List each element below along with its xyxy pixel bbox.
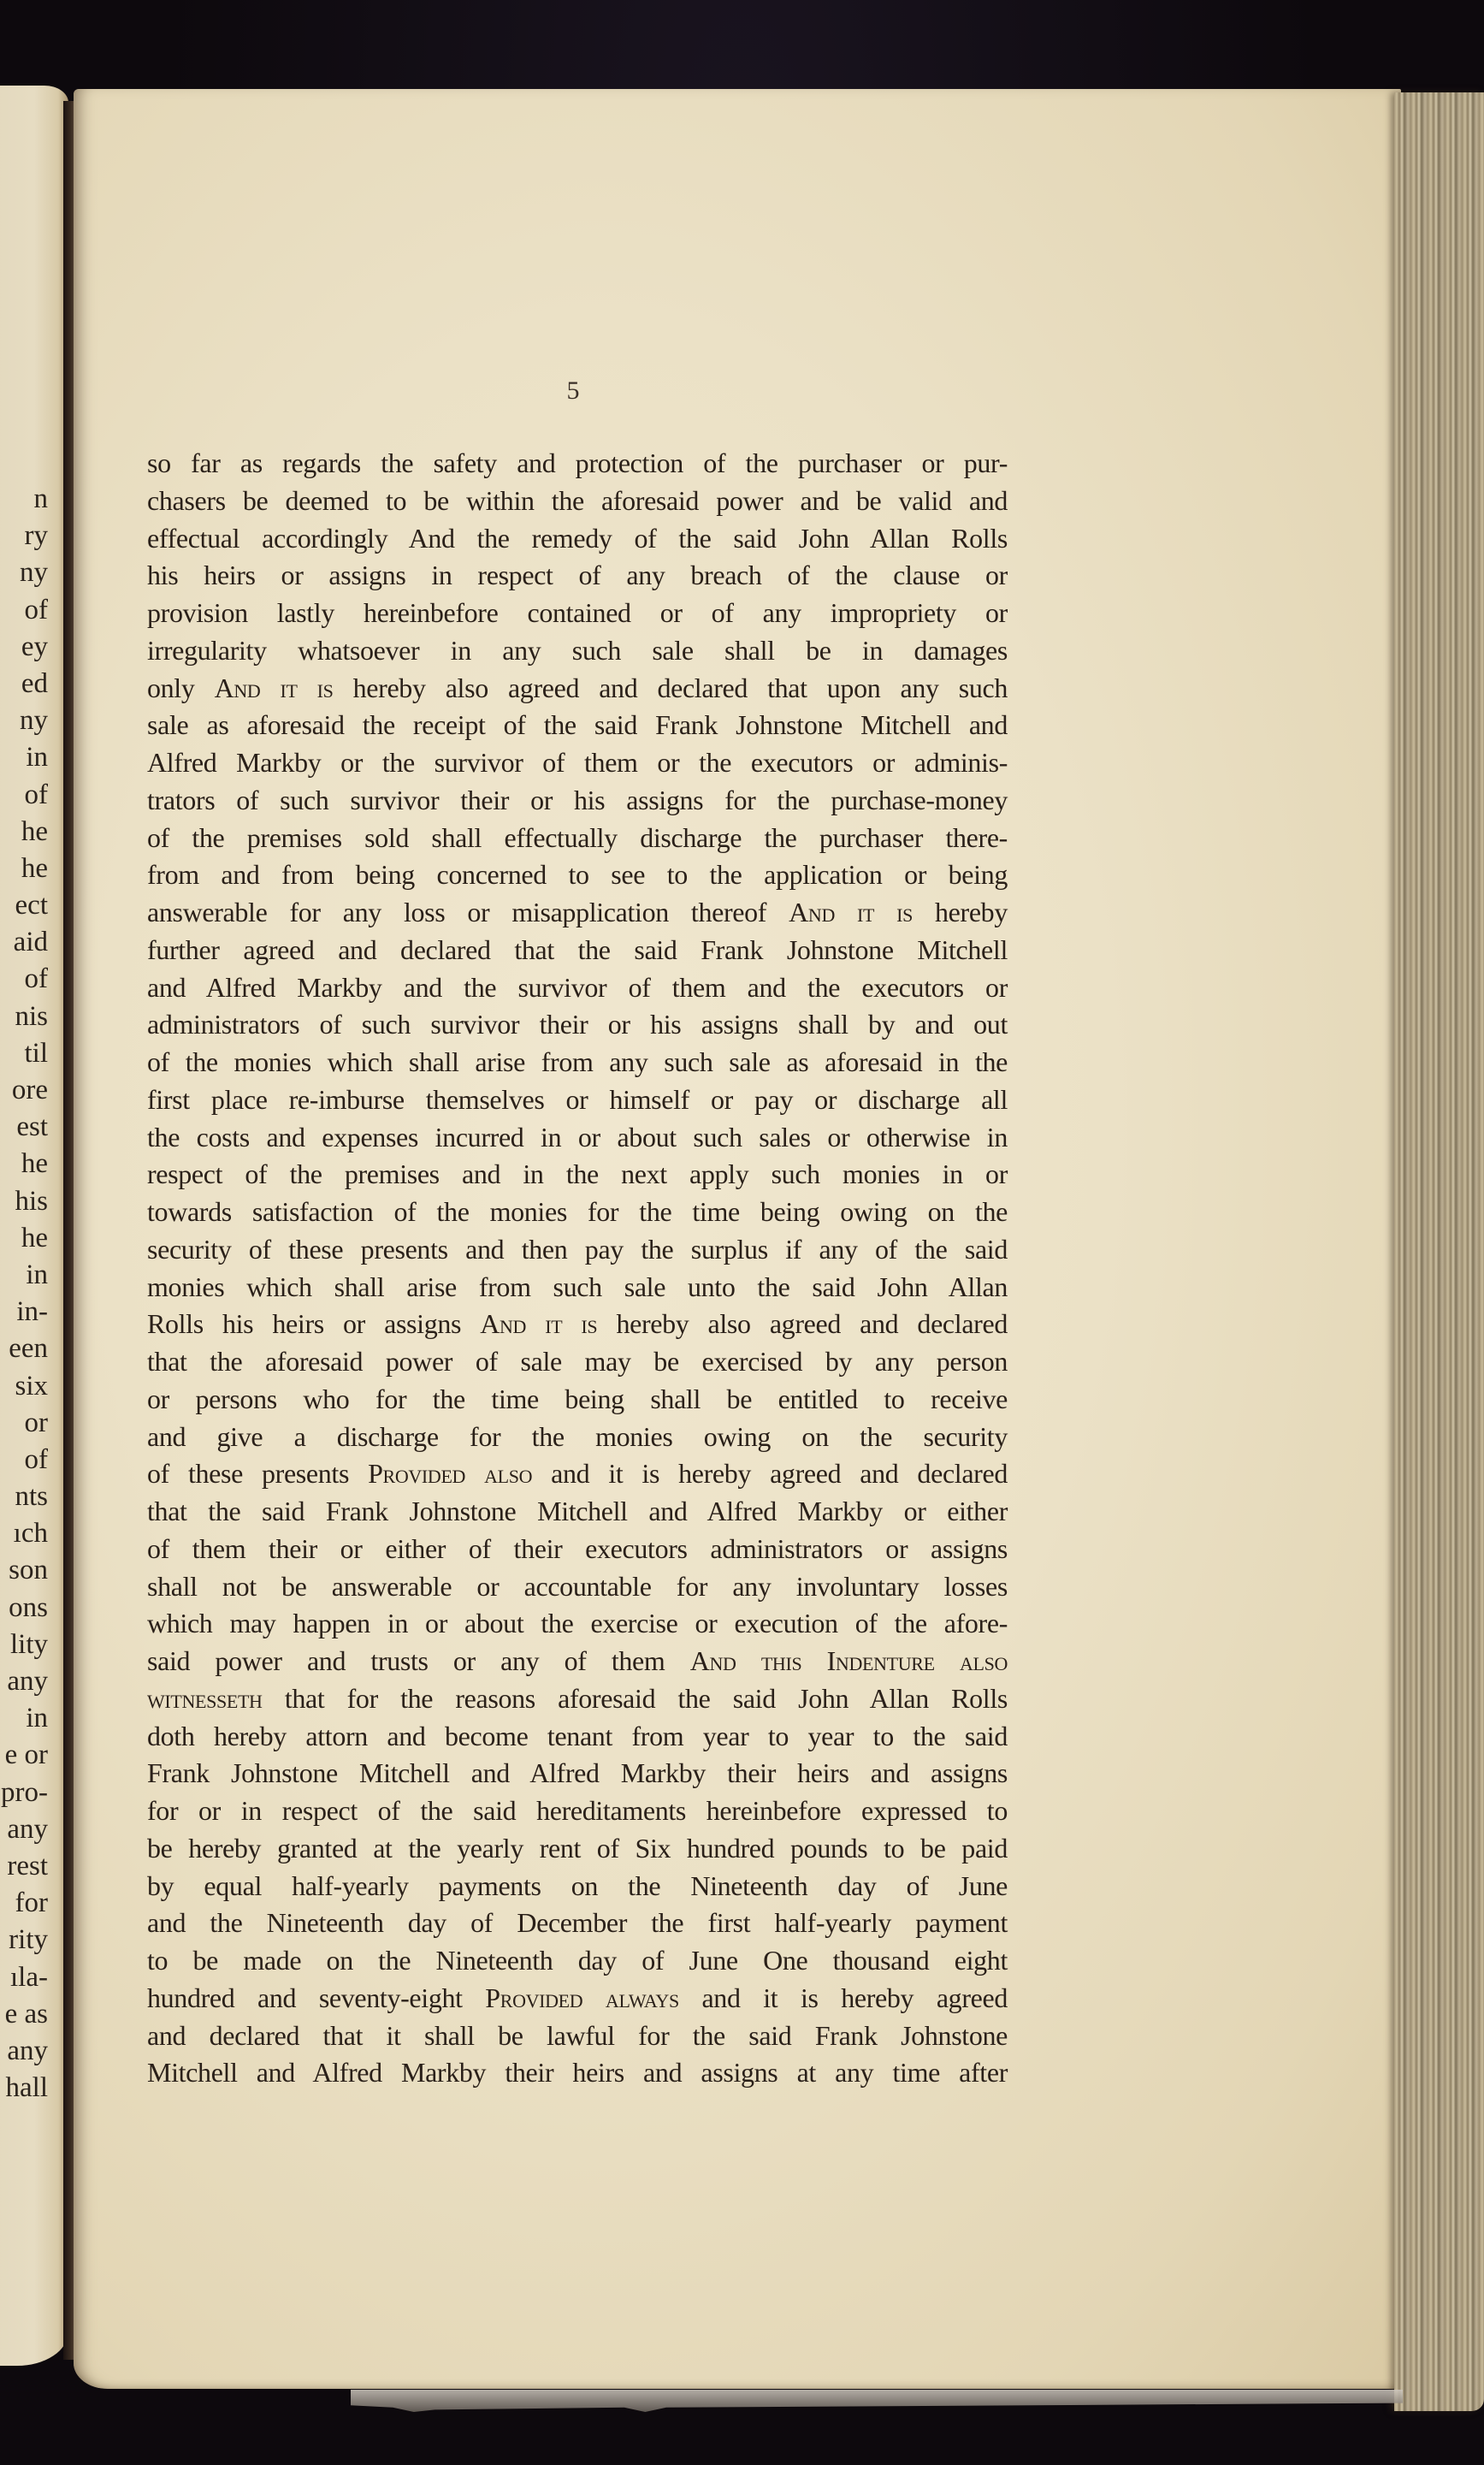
text-line (147, 1605, 1008, 1643)
text-line (147, 557, 1008, 595)
previous-page-text-fragments (1, 481, 48, 2107)
previous-page-line-fragment: est (16, 1111, 48, 1143)
previous-page-line-fragment: any (7, 1813, 48, 1845)
page-body-text (147, 445, 1008, 2092)
previous-page-line-fragment: any (7, 1666, 48, 1697)
previous-page-line-fragment: ıch (13, 1518, 48, 1550)
text-segment: Alfred Markby or the survivor of them or the executors or adminis- (147, 747, 1008, 778)
text-line (147, 1680, 1008, 1718)
text-line (147, 520, 1008, 558)
text-line (147, 782, 1008, 820)
text-line (147, 1194, 1008, 1231)
text-segment: of the monies which shall arise from any such sale as aforesaid in the (147, 1046, 1008, 1077)
previous-page-line-fragment: ry (24, 520, 48, 552)
text-segment: and declared that it shall be lawful for the said Frank Johnstone (147, 2019, 1008, 2051)
text-line (147, 1119, 1008, 1157)
previous-page-line-fragment: of (24, 594, 48, 625)
previous-page-line-fragment: ny (20, 705, 48, 737)
text-segment: respect of the premises and in the next apply such monies in or (147, 1158, 1008, 1190)
text-line (147, 820, 1008, 857)
previous-page-line-fragment: of (24, 1443, 48, 1475)
text-line (147, 1718, 1008, 1756)
small-caps-phrase: And it is (214, 672, 334, 703)
text-segment: of these presents (147, 1458, 369, 1490)
small-caps-phrase: And it is (480, 1308, 598, 1340)
text-line (147, 1455, 1008, 1493)
text-segment: doth hereby attorn and become tenant from year to year to the said (147, 1720, 1008, 1751)
previous-page-line-fragment: e as (4, 1998, 48, 2029)
text-segment: hereby also agreed and declared (597, 1308, 1008, 1340)
text-line (147, 1792, 1008, 1830)
text-line (147, 2018, 1008, 2055)
text-line (147, 1830, 1008, 1868)
text-segment: that for the reasons aforesaid the said John Allan Rolls (262, 1682, 1008, 1714)
previous-page-line-fragment: ons (9, 1591, 48, 1623)
text-segment: further agreed and declared that the said Frank Johnstone Mitchell (147, 933, 1008, 965)
text-line (147, 2054, 1008, 2092)
previous-page-line-fragment: n (33, 483, 48, 514)
text-line (147, 1643, 1008, 1680)
text-segment: which may happen in or about the exercise or execution of the afore- (147, 1608, 1008, 1639)
previous-page-line-fragment: he (21, 852, 48, 884)
text-segment: administrators of such survivor their or his assigns shall by and out (147, 1009, 1008, 1040)
previous-page-strip (0, 86, 68, 2366)
text-segment: only (147, 672, 215, 703)
previous-page-line-fragment: nis (15, 1000, 48, 1032)
text-segment: and the Nineteenth day of December the first half-yearly payment (147, 1907, 1008, 1939)
previous-page-line-fragment: son (9, 1555, 48, 1586)
text-line (147, 744, 1008, 782)
small-caps-phrase: Provided always (485, 1982, 679, 2013)
text-segment: and it is hereby agreed and declared (532, 1458, 1008, 1490)
text-segment: that the said Frank Johnstone Mitchell and Alfred Markby or either (147, 1496, 1008, 1526)
previous-page-line-fragment: ore (11, 1075, 48, 1105)
text-line (147, 1343, 1008, 1381)
text-segment: of them their or either of their executors administrators or assigns (147, 1532, 1008, 1564)
previous-page-line-fragment: rity (9, 1924, 48, 1956)
text-segment: hereby also agreed and declared that upon any such (333, 672, 1008, 703)
text-line (147, 1156, 1008, 1194)
text-line (147, 1568, 1008, 1606)
text-segment: monies which shall arise from such sale unto the said John Allan (147, 1271, 1008, 1302)
text-segment: that the aforesaid power of sale may be exercised by any person (147, 1346, 1008, 1377)
text-line (147, 1231, 1008, 1269)
previous-page-line-fragment: in (26, 1259, 48, 1290)
text-line (147, 1081, 1008, 1119)
text-segment: Frank Johnstone Mitchell and Alfred Markby their heirs and assigns (147, 1757, 1008, 1789)
text-segment: towards satisfaction of the monies for the time being owing on the (147, 1196, 1008, 1227)
text-segment: hundred and seventy-eight (147, 1982, 486, 2013)
previous-page-line-fragment: ny (20, 557, 48, 589)
previous-page-line-fragment: his (15, 1185, 48, 1217)
text-line (147, 894, 1008, 932)
text-line (147, 1044, 1008, 1081)
page-fore-edge-stack (1394, 92, 1484, 2411)
previous-page-line-fragment: ıla- (10, 1961, 48, 1993)
previous-page-line-fragment: he (21, 1148, 48, 1180)
text-segment: from and from being concerned to see to the application or being (147, 859, 1008, 891)
previous-page-line-fragment: six (15, 1370, 48, 1401)
text-segment: so far as regards the safety and protection of the purchaser or pur- (147, 447, 1008, 478)
text-segment: and Alfred Markby and the survivor of them and the executors or (147, 971, 1008, 1003)
text-segment: by equal half-yearly payments on the Nineteenth day of June (147, 1869, 1008, 1901)
text-line (147, 670, 1008, 708)
text-segment: effectual accordingly And the remedy of the said John Allan Rolls (147, 522, 1008, 554)
text-segment: Mitchell and Alfred Markby their heirs and assigns at any time after (147, 2057, 1008, 2089)
text-segment: chasers be deemed to be within the aforesaid power and be valid and (147, 484, 1008, 516)
text-line (147, 1868, 1008, 1905)
text-segment: first place re-imburse themselves or himself or pay or discharge all (147, 1083, 1008, 1115)
text-segment: and give a discharge for the monies owing on the security (147, 1420, 1008, 1452)
text-segment: for or in respect of the said hereditaments hereinbefore expressed to (147, 1795, 1008, 1826)
previous-page-line-fragment: aid (13, 927, 48, 958)
previous-page-line-fragment: ey (21, 631, 48, 662)
previous-page-line-fragment: lity (9, 1628, 48, 1660)
text-segment: irregularity whatsoever in any such sale shall be in damages (147, 634, 1008, 666)
previous-page-line-fragment: til (24, 1037, 48, 1069)
text-segment: of the premises sold shall effectually discharge the purchaser there- (147, 821, 1008, 853)
text-line (147, 932, 1008, 969)
small-caps-phrase: And it is (789, 897, 913, 927)
text-segment: hereby (912, 897, 1008, 927)
previous-page-line-fragment: rest (7, 1850, 48, 1881)
previous-page-line-fragment: hall (5, 2072, 48, 2104)
previous-page-line-fragment: nts (15, 1481, 48, 1513)
page-number: 5 (566, 376, 580, 405)
previous-page-line-fragment: he (21, 1222, 48, 1253)
text-line (147, 1980, 1008, 2018)
text-line (147, 707, 1008, 744)
previous-page-line-fragment: for (15, 1887, 48, 1919)
text-line (147, 1942, 1008, 1980)
previous-page-line-fragment: in- (16, 1296, 48, 1328)
previous-page-line-fragment: ect (15, 890, 48, 921)
text-line (147, 1531, 1008, 1568)
previous-page-line-fragment: any (7, 2035, 48, 2066)
text-line (147, 632, 1008, 670)
text-segment: answerable for any loss or misapplication thereof (147, 897, 789, 927)
text-line (147, 1306, 1008, 1343)
text-segment: to be made on the Nineteenth day of June One thousand eight (147, 1945, 1008, 1976)
previous-page-line-fragment: he (21, 815, 48, 847)
previous-page-line-fragment: in (26, 742, 48, 773)
small-caps-phrase: witnesseth (147, 1682, 263, 1714)
previous-page-line-fragment: een (9, 1333, 48, 1365)
text-segment: provision lastly hereinbefore contained or of any impropriety or (147, 597, 1008, 628)
text-line (147, 1493, 1008, 1531)
text-line (147, 1381, 1008, 1419)
small-caps-phrase: Provided also (368, 1458, 533, 1490)
text-line (147, 1006, 1008, 1044)
text-segment: the costs and expenses incurred in or about such sales or otherwise in (147, 1121, 1008, 1153)
text-segment: said power and trusts or any of them (147, 1645, 690, 1676)
text-segment: his heirs or assigns in respect of any breach of the clause or (147, 560, 1008, 591)
text-segment: be hereby granted at the yearly rent of Six hundred pounds to be paid (147, 1832, 1008, 1864)
text-segment: or persons who for the time being shall be entitled to receive (147, 1383, 1008, 1414)
previous-page-line-fragment: e or (4, 1739, 48, 1771)
previous-page-line-fragment: of (24, 963, 48, 995)
text-line (147, 1419, 1008, 1456)
text-segment: trators of such survivor their or his assigns for the purchase-money (147, 784, 1008, 815)
previous-page-line-fragment: pro- (1, 1776, 48, 1808)
text-line (147, 483, 1008, 520)
previous-page-line-fragment: or (24, 1407, 48, 1438)
text-line (147, 595, 1008, 632)
text-line (147, 969, 1008, 1007)
previous-page-line-fragment: of (24, 779, 48, 810)
text-segment: sale as aforesaid the receipt of the said Frank Johnstone Mitchell and (147, 709, 1008, 741)
previous-page-line-fragment: in (26, 1703, 48, 1734)
text-line (147, 1755, 1008, 1792)
text-line (147, 445, 1008, 483)
text-line (147, 856, 1008, 894)
text-segment: and it is hereby agreed (678, 1982, 1008, 2013)
small-caps-phrase: And this Indenture also (689, 1645, 1008, 1676)
text-segment: Rolls his heirs or assigns (147, 1308, 481, 1340)
text-segment: security of these presents and then pay the surplus if any of the said (147, 1233, 1008, 1265)
text-segment: shall not be answerable or accountable for any involuntary losses (147, 1570, 1008, 1602)
text-line (147, 1269, 1008, 1307)
previous-page-line-fragment: ed (21, 667, 48, 699)
text-line (147, 1905, 1008, 1942)
